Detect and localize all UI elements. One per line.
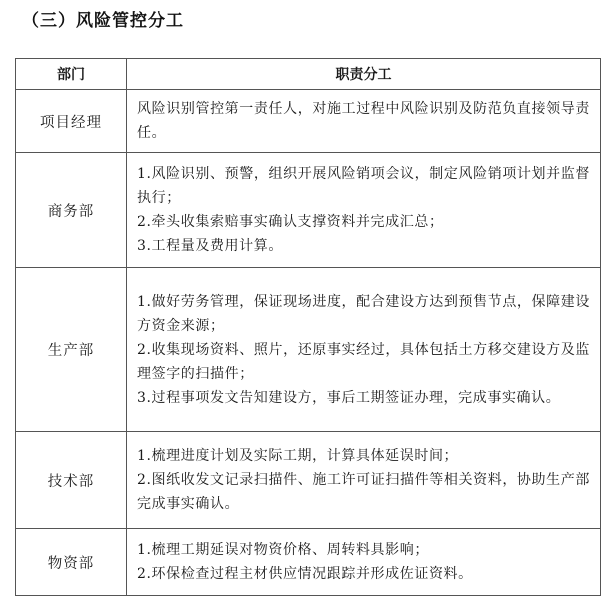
table-row xyxy=(16,529,601,596)
duty-item: 2.图纸收发文记录扫描件、施工许可证扫描件等相关资料，协助生产部完成事实确认。 xyxy=(137,472,590,512)
duty-item: 风险识别管控第一责任人，对施工过程中风险识别及防范负直接领导责任。 xyxy=(137,101,590,141)
department-cell: 商务部 xyxy=(16,153,127,268)
duty-item: 1.做好劳务管理，保证现场进度，配合建设方达到预售节点，保障建设方资金来源； xyxy=(137,293,590,334)
duty-cell xyxy=(127,432,601,529)
duty-item: 1.梳理进度计划及实际工期，计算具体延误时间； xyxy=(137,448,459,464)
department-cell: 项目经理 xyxy=(16,90,127,153)
table-row xyxy=(16,268,601,432)
duty-item: 3.过程事项发文告知建设方，事后工期签证办理，完成事实确认。 xyxy=(137,389,561,406)
duty-item: 1.风险识别、预警，组织开展风险销项会议，制定风险销项计划并监督执行； xyxy=(137,166,590,206)
duty-item: 2.收集现场资料、照片，还原事实经过，具体包括土方移交建设方及监理签字的扫描件； xyxy=(137,341,590,382)
table-header-row xyxy=(16,59,601,90)
header-duty: 职责分工 xyxy=(127,59,601,90)
duty-cell xyxy=(127,529,601,596)
duty-cell xyxy=(127,268,601,432)
duty-item: 2.环保检查过程主材供应情况跟踪并形成佐证资料。 xyxy=(137,566,473,582)
section-title: （三）风险管控分工 xyxy=(22,11,184,31)
department-cell: 物资部 xyxy=(16,529,127,596)
duty-cell xyxy=(127,153,601,268)
table-row xyxy=(16,90,601,153)
duty-item: 2.牵头收集索赔事实确认支撑资料并完成汇总； xyxy=(137,214,444,230)
table-row xyxy=(16,153,601,268)
table-row xyxy=(16,432,601,529)
duty-cell xyxy=(127,90,601,153)
department-cell: 生产部 xyxy=(16,268,127,432)
department-cell: 技术部 xyxy=(16,432,127,529)
header-department: 部门 xyxy=(16,59,127,90)
duty-item: 3.工程量及费用计算。 xyxy=(137,238,283,254)
duty-item: 1.梳理工期延误对物资价格、周转料具影响； xyxy=(137,542,429,558)
responsibility-table xyxy=(15,58,601,596)
